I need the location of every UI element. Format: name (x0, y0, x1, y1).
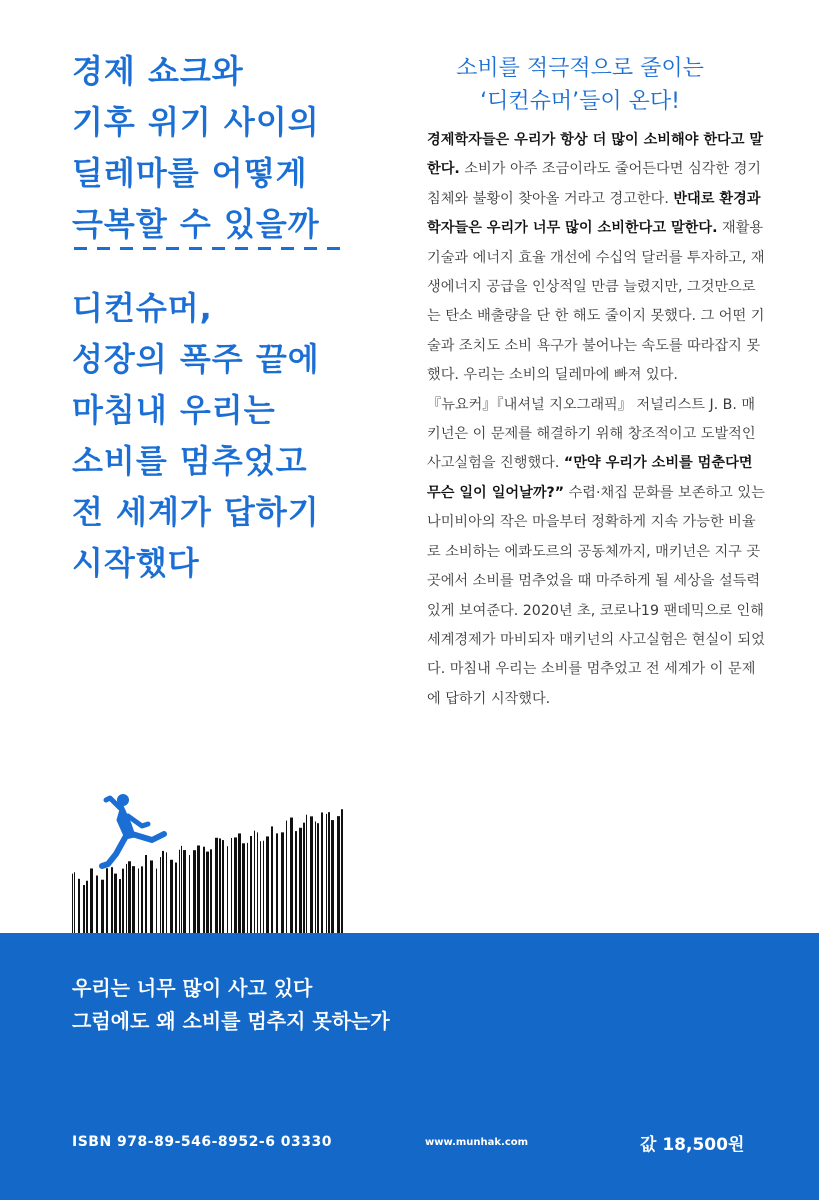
barcode-bar (141, 866, 143, 933)
tagline (72, 972, 390, 1038)
barcode-bar (122, 869, 124, 933)
barcode-bar (263, 841, 264, 933)
tagline-line: 그럼에도 왜 소비를 멈추지 못하는가 (72, 1009, 390, 1033)
barcode-bar (78, 879, 80, 933)
barcode-bar (276, 833, 278, 933)
barcode-bar (227, 846, 228, 933)
bold-phrase: 경제학자들은 우리가 항상 더 많이 소비해야 한다고 말한다. (427, 132, 764, 178)
barcode-bar (150, 860, 153, 933)
running-figure-icon (102, 794, 164, 866)
barcode-bar (96, 876, 98, 933)
barcode-bar (219, 838, 221, 933)
barcode-bar (145, 855, 147, 933)
website-text: www.munhak.com (425, 1137, 529, 1148)
barcode-bar (317, 823, 319, 933)
barcode-bar (310, 816, 313, 933)
barcode-bar (247, 843, 248, 933)
barcode-bar (114, 874, 117, 933)
barcode-bar (132, 866, 135, 933)
barcode-bar (181, 846, 182, 933)
body-span: 수렵·채집 문화를 보존하고 있는 나미비아의 작은 마을부터 정확하게 지속 가능한 비율로 소비하는 에콰도르의 공동체까지, 매키넌은 지구 곳곳에서 소비를 멈추었을 때 마주하게 될 세상을 설득력 있게 보여준다. 2020년 초, 코로나19 팬데믹으로 인해 세계경제가 마비되자 매키넌의 사고실험은 현실이 되었다. 마침내 우리는 소비를 멈추었고 전 세계가 이 문제에 답하기 시작했다. (427, 484, 765, 707)
barcode-bar (238, 833, 241, 933)
barcode-bar (166, 852, 167, 933)
headline-bottom-line: 마침내 우리는 (72, 391, 276, 429)
body-span: 재활용 기술과 에너지 효율 개선에 수십억 달러를 투자하고, 재생에너지 공급을 인상적일 만큼 늘렸지만, 그것만으로는 탄소 배출량을 단 한 해도 줄이지 못했다. 그 어떤 기술과 조치도 소비 욕구가 불어나는 속도를 따라잡지 못했다. 우리는 소비의 딜레마에 빠져 있다. (427, 220, 765, 384)
barcode-bar (328, 812, 330, 933)
barcode-bar (189, 855, 190, 933)
barcode-bar (160, 857, 161, 933)
barcode-bar (290, 818, 293, 933)
body-paragraph-1 (427, 126, 765, 391)
barcode-runner-illustration (60, 790, 360, 935)
dashed-divider (74, 247, 346, 250)
barcode-bar (281, 832, 284, 933)
barcode-bar (266, 836, 269, 933)
barcode-bar (203, 847, 205, 933)
barcode-bar (179, 850, 180, 933)
barcode-bar (215, 838, 218, 933)
headline-top-line: 경제 쇼크와 (72, 52, 244, 90)
headline-bottom-line: 소비를 멈추었고 (72, 442, 308, 480)
barcode-bar (72, 874, 73, 933)
barcode-bar (175, 863, 177, 933)
barcode-bar (286, 821, 287, 933)
barcode-bar (331, 820, 334, 933)
barcode-bar (126, 864, 127, 933)
price-text: 값 18,500원 (640, 1135, 745, 1155)
barcode-bar (156, 869, 157, 933)
barcode-bar (210, 849, 212, 933)
pull-quote (400, 52, 760, 118)
body-span: 소비가 아주 조금이라도 줄어든다면 심각한 경기 침체와 불황이 찾아올 거라고 경고한다. (427, 161, 761, 207)
barcode-bar (90, 868, 93, 933)
headline-bottom-line: 시작했다 (72, 544, 200, 582)
body-paragraph-2 (427, 391, 765, 714)
barcode-bar (295, 831, 297, 933)
barcode-bar (170, 860, 173, 933)
barcode-bar (83, 885, 85, 933)
barcode-bar (101, 880, 104, 933)
body-span: 『뉴요커』『내셔널 지오그래픽』 저널리스트 J. B. 매키넌은 이 문제를 해결하기 위해 창조적이고 도발적인 사고실험을 진행했다. (427, 396, 756, 472)
barcode-bars (72, 809, 343, 933)
barcode-bar (111, 867, 113, 933)
headline-top-line: 극복할 수 있을까 (72, 205, 320, 243)
barcode-bar (254, 831, 255, 933)
barcode-bar (299, 828, 302, 933)
barcode-bar (257, 832, 258, 933)
barcode-bar (234, 837, 237, 933)
barcode-bar (337, 816, 340, 933)
barcode-bar (250, 836, 252, 933)
headline-top-line: 기후 위기 사이의 (72, 103, 320, 141)
headline-bottom-line: 성장의 폭주 끝에 (72, 340, 320, 378)
headline-bottom-line: 전 세계가 답하기 (72, 493, 320, 531)
barcode-bar (74, 872, 75, 933)
headline-bottom-line: 디컨슈머, (72, 289, 213, 327)
barcode-bar (321, 812, 323, 933)
barcode-bar (231, 838, 232, 933)
barcode-bar (315, 821, 316, 933)
body-text (427, 126, 765, 714)
barcode-bar (242, 843, 245, 933)
barcode-bar (183, 850, 186, 933)
barcode-bar (306, 815, 307, 933)
barcode-bar (326, 814, 327, 933)
barcode-bar (197, 845, 200, 933)
barcode-bar (138, 868, 139, 933)
tagline-line: 우리는 너무 많이 사고 있다 (72, 976, 313, 1000)
barcode-bar (206, 852, 209, 933)
barcode-bar (271, 826, 273, 933)
headline-bottom (72, 283, 320, 589)
barcode-bar (162, 851, 164, 933)
pull-quote-line: 소비를 적극적으로 줄이는 (456, 56, 704, 81)
barcode-bar (119, 879, 121, 933)
barcode-bar (106, 868, 108, 933)
isbn-text: ISBN 978-89-546-8952-6 03330 (72, 1134, 333, 1150)
pull-quote-line: ‘디컨슈머’들이 온다! (480, 89, 680, 114)
barcode-bar (303, 823, 305, 933)
headline-top-line: 딜레마를 어떻게 (72, 154, 308, 192)
bold-phrase: 반대로 환경과학자들은 우리가 너무 많이 소비한다고 말한다. (427, 190, 761, 237)
headline-top (72, 46, 320, 250)
barcode-bar (193, 850, 196, 933)
barcode-bar (128, 861, 131, 933)
barcode-bar (222, 840, 224, 933)
barcode-bar (341, 809, 343, 933)
bold-phrase: “만약 우리가 소비를 멈춘다면 무슨 일이 일어날까?” (427, 455, 753, 501)
barcode-bar (260, 841, 261, 933)
barcode-bar (86, 881, 88, 933)
